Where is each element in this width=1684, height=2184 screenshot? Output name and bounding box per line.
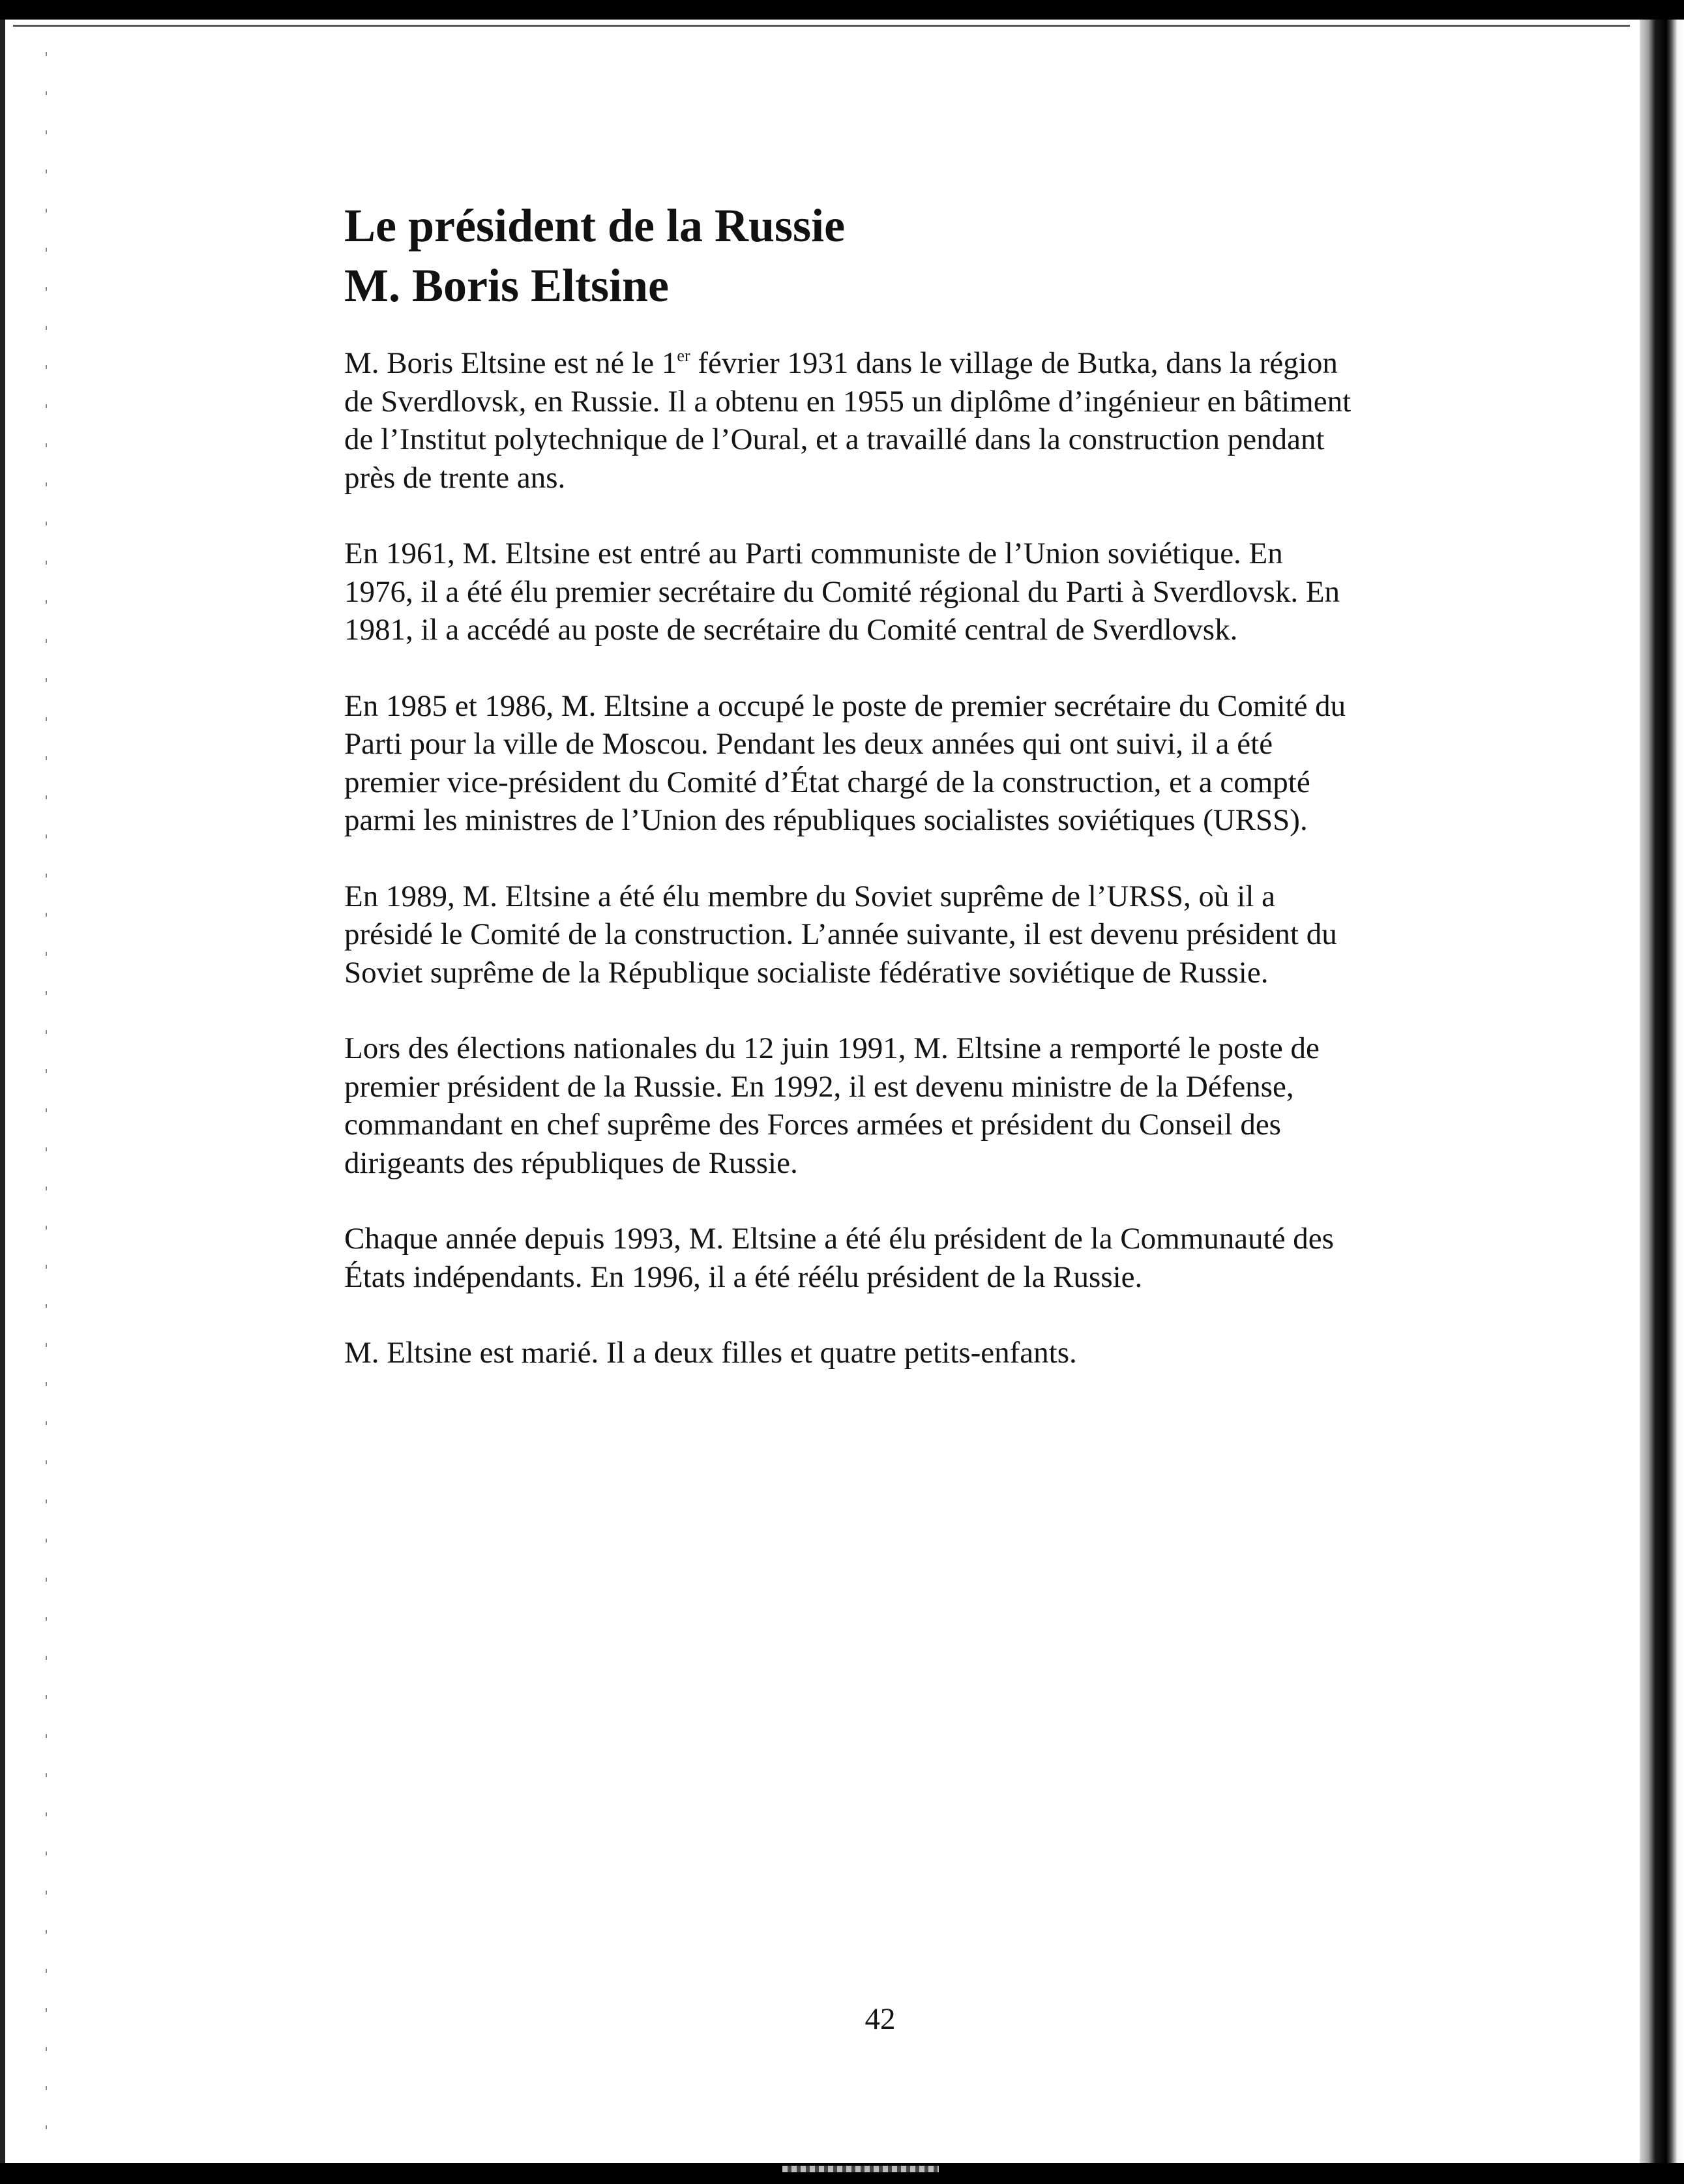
text-line: En 1961, M. Eltsine est entré au Parti communiste de l’Union soviétique. En (344, 537, 1283, 570)
text-line: dirigeants des républiques de Russie. (344, 1145, 798, 1180)
text-line: M. Boris Eltsine est né le 1er février 1931 dans le village de Butka, dans la région (344, 346, 1338, 380)
paragraph-soviet (344, 878, 1413, 992)
title-line-2: M. Boris Eltsine (344, 259, 669, 312)
text-line: présidé le Comité de la construction. L’année suivante, il est devenu président du (344, 917, 1337, 951)
scan-line-top (13, 25, 1630, 27)
text-line: premier vice-président du Comité d’État chargé de la construction, et a compté (344, 765, 1310, 799)
scan-artifact-bottom (782, 2166, 939, 2172)
text-line: 1981, il a accédé au poste de secrétaire du Comité central de Sverdlovsk. (344, 613, 1238, 647)
page-number: 42 (864, 2002, 896, 2036)
scan-border-left (0, 20, 5, 2171)
text-line: Parti pour la ville de Moscou. Pendant les deux années qui ont suivi, il a été (344, 727, 1273, 761)
page-title (344, 196, 845, 316)
paragraph-family (344, 1334, 1413, 1372)
paragraph-moscow (344, 687, 1413, 840)
document-body (344, 344, 1413, 1410)
text-line: près de trente ans. (344, 460, 566, 495)
text-line: Soviet suprême de la République socialiste fédérative soviétique de Russie. (344, 955, 1269, 990)
scan-artifact-left (46, 52, 47, 2138)
text-line: parmi les ministres de l’Union des républiques socialistes soviétiques (URSS). (344, 803, 1308, 837)
text-line: de l’Institut polytechnique de l’Oural, et a travaillé dans la construction pendant (344, 422, 1325, 456)
title-line-1: Le président de la Russie (344, 199, 846, 252)
scan-border-right (1640, 20, 1684, 2184)
paragraph-party (344, 535, 1413, 649)
text-line: commandant en chef suprême des Forces armées et président du Conseil des (344, 1108, 1281, 1142)
text-line: de Sverdlovsk, en Russie. Il a obtenu en 1955 un diplôme d’ingénieur en bâtiment (344, 384, 1352, 419)
text-line: En 1985 et 1986, M. Eltsine a occupé le poste de premier secrétaire du Comité du (344, 688, 1346, 723)
text-line: États indépendants. En 1996, il a été réélu président de la Russie. (344, 1260, 1143, 1294)
paragraph-birth (344, 344, 1413, 497)
paragraph-elections (344, 1029, 1413, 1182)
text-line: M. Eltsine est marié. Il a deux filles et quatre petits-enfants. (344, 1336, 1077, 1370)
scan-border-top (0, 0, 1684, 20)
paragraph-cis (344, 1220, 1413, 1296)
text-line: premier président de la Russie. En 1992, il est devenu ministre de la Défense, (344, 1069, 1294, 1104)
superscript: er (677, 346, 690, 365)
text-line: Lors des élections nationales du 12 juin 1991, M. Eltsine a remporté le poste de (344, 1031, 1320, 1065)
text-line: 1976, il a été élu premier secrétaire du Comité régional du Parti à Sverdlovsk. En (344, 574, 1340, 609)
text-line: Chaque année depuis 1993, M. Eltsine a été élu président de la Communauté des (344, 1222, 1334, 1256)
text-line: En 1989, M. Eltsine a été élu membre du Soviet suprême de l’URSS, où il a (344, 879, 1276, 913)
